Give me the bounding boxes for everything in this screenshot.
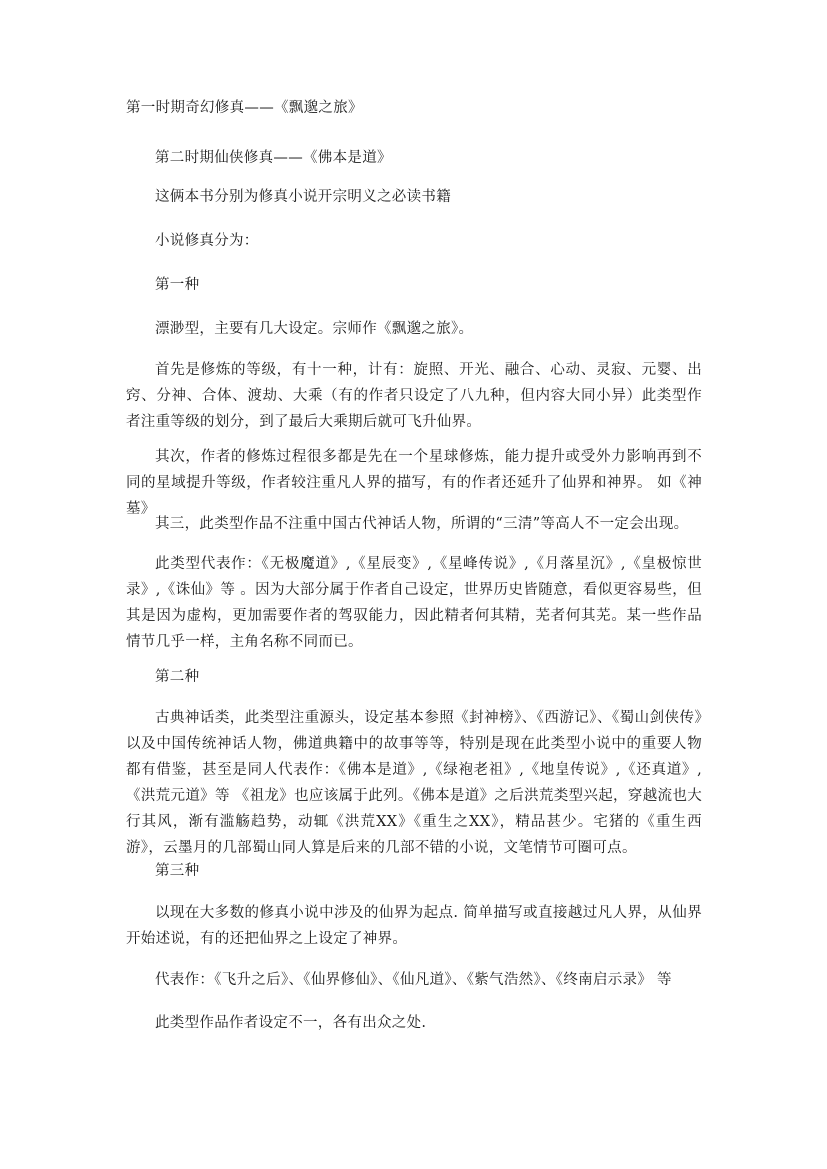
paragraph-type-two: 古典神话类，此类型注重源头，设定基本参照《封神榜》、《西游记》、《蜀山剑侠传》以及中国传统神话人物，佛道典籍中的故事等等，特别是现在此类型小说中的重要人物都有借鉴，甚至是同人代表作：《佛本是道》,《绿袍老祖》,《地皇传说》,《还真道》,《洪荒元道》等 《祖龙》也应该属于此列。《佛本是道》之后洪荒类型兴起，穿越流也大行其风，渐有滥觞趋势，动辄《洪荒XX》《重生之XX》，精品甚少。宅猪的《重生西游》，云墨月的几部蜀山同人算是后来的几部不错的小说，文笔情节可圈可点。	[126, 710, 702, 856]
paragraph-type-three-closing: 此类型作品作者设定不一，各有出众之处.	[155, 1015, 427, 1031]
paragraph-type-one-third: 其三，此类型作品不注重中国古代神话人物，所谓的“三清”等高人不一定会出现。	[155, 516, 689, 532]
heading-type-one: 第一种	[155, 277, 200, 293]
paragraph-must-read: 这俩本书分别为修真小说开宗明义之必读书籍	[155, 189, 451, 205]
paragraph-type-three-works: 代表作：《飞升之后》、《仙界修仙》、《仙凡道》、《紫气浩然》、《终南启示录》 等	[155, 972, 672, 988]
paragraph-type-one-process: 其次，作者的修炼过程很多都是先在一个星球修炼，能力提升或受外力影响再到不同的星域提升等级，作者较注重凡人界的描写，有的作者还延升了仙界和神界。 如《神墓》	[126, 449, 702, 517]
paragraph-type-one-works: 此类型代表作：《无极魔道》,《星辰变》,《星峰传说》,《月落星沉》,《皇极惊世录》,《诛仙》等 。因为大部分属于作者自己设定，世界历史皆随意，看似更容易些，但其是因为虚构，更加需要作者的驾驭能力，因此精者何其精，芜者何其芜。某一些作品情节几乎一样，主角名称不同而已。	[126, 556, 702, 650]
paragraph-type-three: 以现在大多数的修真小说中涉及的仙界为起点. 简单描写或直接越过凡人界，从仙界开始述说，有的还把仙界之上设定了神界。	[126, 905, 702, 947]
paragraph-period-two: 第二时期仙侠修真——《佛本是道》	[155, 150, 392, 166]
paragraph-period-one: 第一时期奇幻修真——《飘邈之旅》	[126, 100, 363, 116]
heading-type-two: 第二种	[155, 669, 200, 685]
paragraph-type-one-levels: 首先是修炼的等级，有十一种，计有：旋照、开光、融合、心动、灵寂、元婴、出窍、分神、合体、渡劫、大乘（有的作者只设定了八九种，但内容大同小异）此类型作者注重等级的划分，到了最后大乘期后就可飞升仙界。	[126, 362, 702, 430]
heading-type-three: 第三种	[155, 863, 200, 879]
paragraph-categories-intro: 小说修真分为：	[155, 233, 259, 249]
paragraph-type-one-intro: 漂渺型，主要有几大设定。宗师作《飘邈之旅》。	[155, 321, 474, 337]
